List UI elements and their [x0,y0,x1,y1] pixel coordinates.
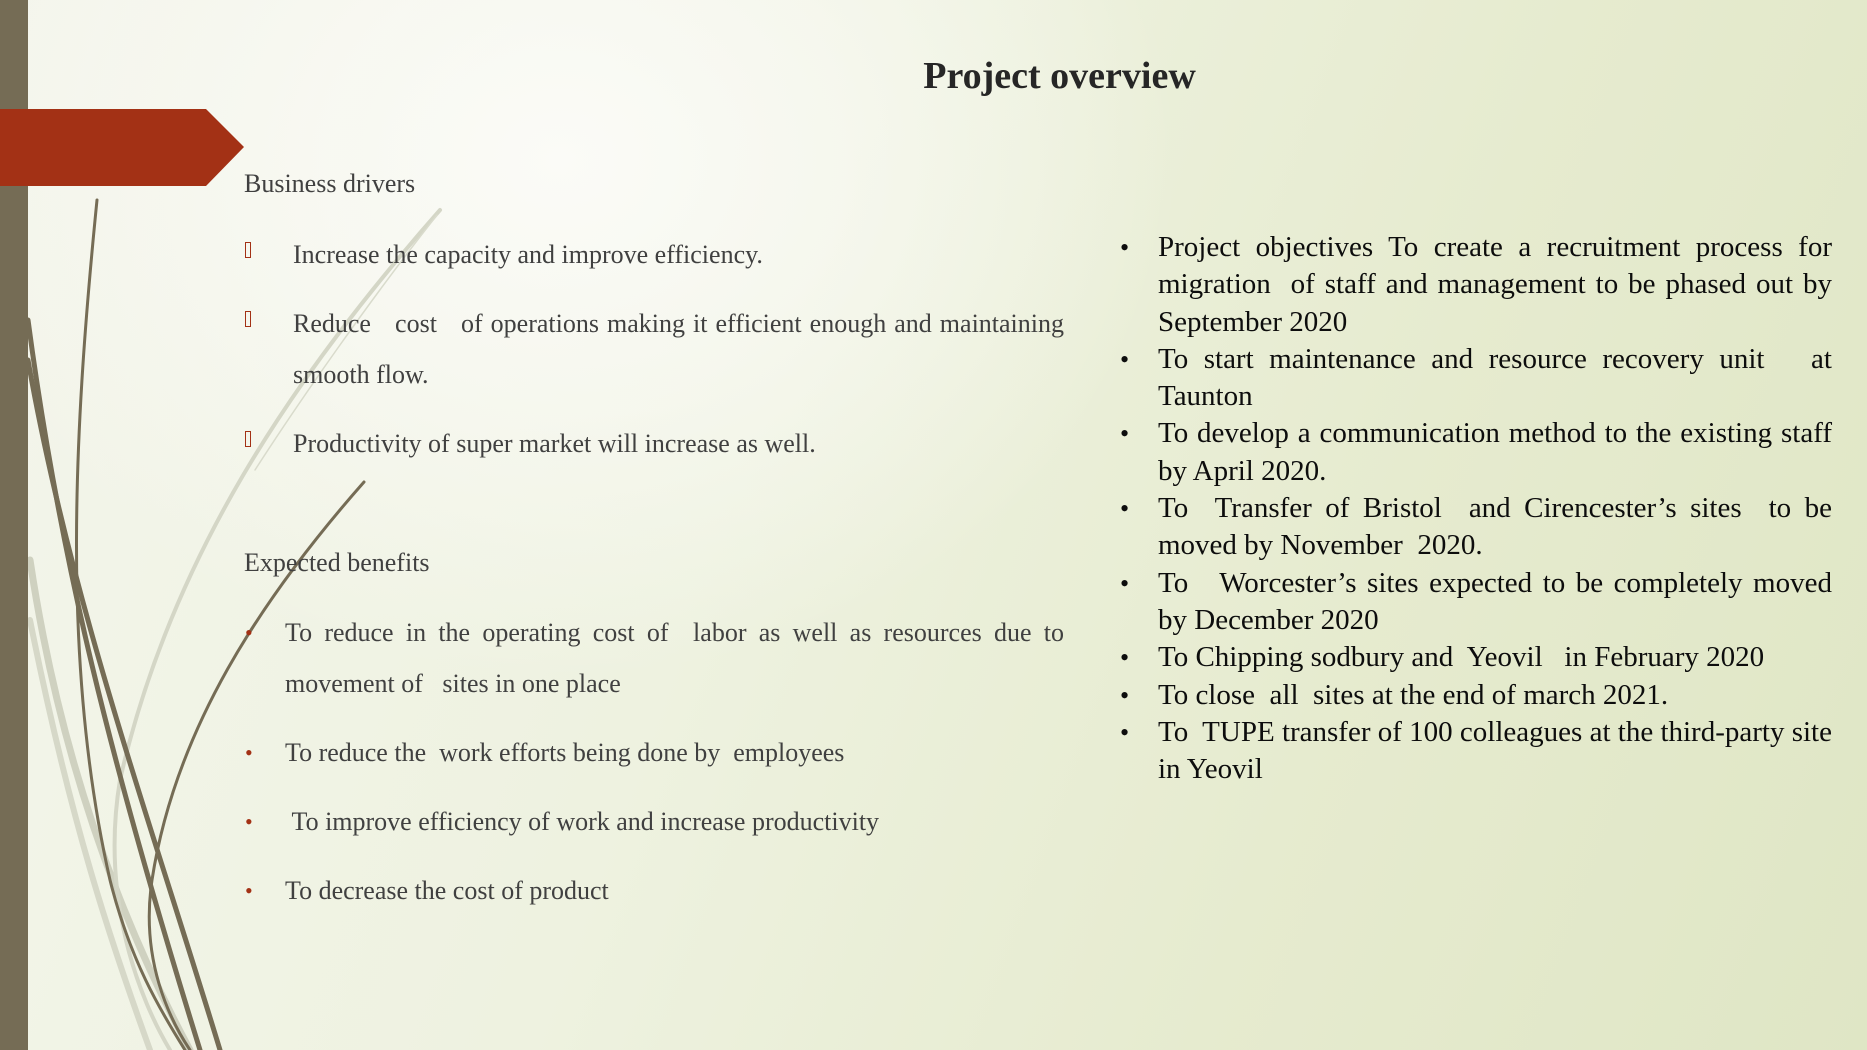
list-item: • To TUPE transfer of 100 colleagues at the third-party site in Yeovil [1120,715,1840,786]
page-title: Project overview [923,55,1196,97]
list-item: • To improve efficiency of work and increase productivity [285,796,1064,847]
red-dot-bullet-icon: • [245,878,253,903]
black-dot-bullet-icon: • [1120,680,1130,710]
list-item: Increase the capacity and improve efficiency. [293,229,1064,280]
business-drivers-heading: Business drivers [244,169,416,198]
black-dot-bullet-icon: • [1120,233,1130,262]
missing-glyph-bullet-icon [245,431,251,447]
red-dot-bullet-icon: • [245,740,253,765]
expected-benefits-list [245,607,1071,916]
red-dot-bullet-icon: • [245,809,253,834]
black-dot-bullet-icon: • [1120,717,1130,747]
missing-glyph-bullet-icon [245,242,251,258]
black-dot-bullet-icon: • [1120,344,1130,374]
black-dot-bullet-icon: • [1120,419,1130,449]
missing-glyph-bullet-icon [245,311,251,327]
list-item: • To Chipping sodbury and Yeovil in February 2020 [1158,639,1832,676]
list-item: • To Worcester’s sites expected to be completely moved by December 2020 [1120,566,1847,636]
expected-benefits-heading: Expected benefits [244,548,430,577]
red-dot-bullet-icon: • [245,620,253,645]
list-item: • To close all sites at the end of march 2021. [1158,677,1832,714]
list-item: • To start maintenance and resource recovery unit at Taunton [1120,342,1839,413]
list-item: • To decrease the cost of product [285,865,1064,916]
black-dot-bullet-icon: • [1120,494,1130,524]
list-item: • To Transfer of Bristol and Cirencester’s sites to be moved by November 2020. [1120,492,1840,562]
list-item: • To reduce in the operating cost of labor as well as resources due to movement of sites in one place [285,607,1064,709]
list-item: • To reduce the work efforts being done by employees [285,727,1064,778]
title-banner-arrow [0,109,244,186]
list-item: • To develop a communication method to the existing staff by April 2020. [1120,417,1840,487]
black-dot-bullet-icon: • [1120,568,1130,598]
list-item: Reduce cost of operations making it efficient enough and maintaining smooth flow. [293,298,1064,400]
project-objectives-list [1120,229,1847,788]
list-item: Productivity of super market will increase as well. [293,418,1064,469]
black-dot-bullet-icon: • [1120,643,1130,673]
business-drivers-list [293,229,1071,469]
list-item: • Project objectives To create a recruitment process for migration of staff and management to be phased out by September 2020 [1120,231,1840,338]
